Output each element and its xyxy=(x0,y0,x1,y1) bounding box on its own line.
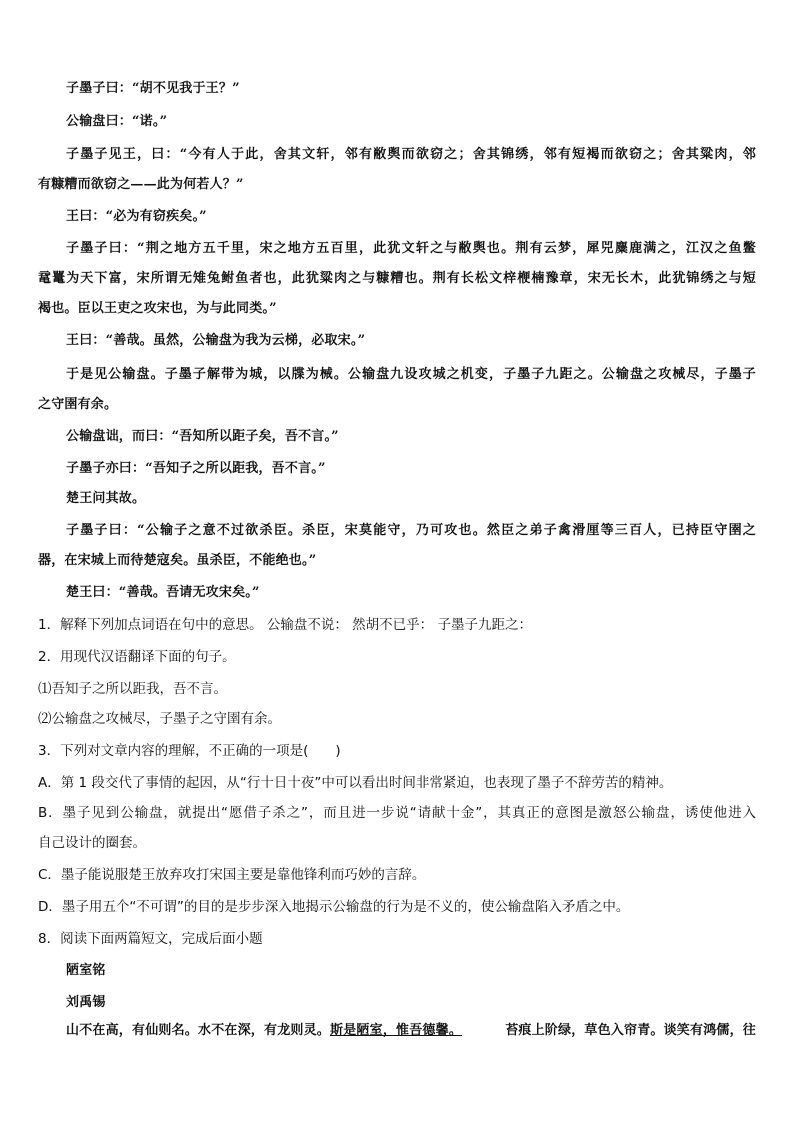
question-3-option-b-cont: 自己设计的圈套。 xyxy=(38,835,146,851)
passage-line: 鼋鼍为天下富，宋所谓无雉兔鲋鱼者也，此犹粱肉之与糠糟也。荆有长松文梓楩楠豫章，宋无长木，此犹锦绣之与短 xyxy=(38,271,756,286)
passage-line: 子墨子曰：“公输子之意不过欲杀臣。杀臣，宋莫能守，乃可攻也。然臣之弟子禽滑厘等三百人，已持臣守圉之 xyxy=(66,523,756,538)
passage-line: 公输盘曰：“诺。” xyxy=(66,114,168,129)
passage-line: 王曰：“善哉。虽然，公输盘为我为云梯，必取宋。” xyxy=(66,333,366,348)
question-2: 2．用现代汉语翻译下面的句子。 xyxy=(38,649,236,665)
underlined-phrase: 斯是陋室，惟吾德馨。 xyxy=(330,1023,463,1038)
passage-line: 褐也。臣以王吏之攻宋也，为与此同类。” xyxy=(38,301,277,316)
passage-line xyxy=(66,1022,756,1040)
passage-line: 子墨子亦曰：“吾知子之所以距我，吾不言。” xyxy=(66,461,326,476)
question-3: 3．下列对文章内容的理解，不正确的一项是( ) xyxy=(38,743,341,759)
question-3-option-c: C．墨子能说服楚王放弃攻打宋国主要是靠他锋利而巧妙的言辞。 xyxy=(38,867,426,883)
passage-line: 子墨子曰：“荆之地方五千里，宋之地方五百里，此犹文轩之与敝舆也。荆有云梦，犀兕麋鹿满之，江汉之鱼鳖 xyxy=(66,241,756,256)
question-2-item-2: ⑵公输盘之攻械尽，子墨子之守圉有余。 xyxy=(38,711,281,727)
passage-line: 楚王曰：“善哉。吾请无攻宋矣。” xyxy=(66,585,260,600)
passage-line: 有糠糟而欲窃之——此为何若人？” xyxy=(38,177,244,192)
passage-line: 王曰：“必为有窃疾矣。” xyxy=(66,209,207,224)
question-3-option-d: D．墨子用五个“不可谓”的目的是步步深入地揭示公输盘的行为是不义的，使公输盘陷入矛盾之中。 xyxy=(38,899,630,915)
question-1: 1．解释下列加点词语在句中的意思。 公输盘不说： 然胡不已乎： 子墨子九距之： xyxy=(38,617,532,633)
passage-line: 公输盘诎，而曰：“吾知所以距子矣，吾不言。” xyxy=(66,429,339,444)
question-3-option-b: B．墨子见到公输盘，就提出“愿借子杀之”，而且进一步说“请献十金”，其真正的意图是激怒公输盘，诱使他进入 xyxy=(38,805,756,821)
passage-line: 子墨子曰：“胡不见我于王？” xyxy=(66,81,240,96)
passage-author: 刘禹锡 xyxy=(66,995,106,1010)
question-3-option-a: A．第 1 段交代了事情的起因，从“行十日十夜”中可以看出时间非常紧迫，也表现了墨子不辞劳苦的精神。 xyxy=(38,775,673,791)
passage-text: 山不在高，有仙则名。水不在深，有龙则灵。 xyxy=(66,1023,331,1038)
passage-line: 于是见公输盘。子墨子解带为城，以牒为械。公输盘九设攻城之机变，子墨子九距之。公输盘之攻械尽，子墨子 xyxy=(66,367,756,382)
question-2-item-1: ⑴吾知子之所以距我，吾不言。 xyxy=(38,681,227,697)
passage-text: 苔痕上阶绿，草色入帘青。谈笑有鸿儒，往 xyxy=(505,1023,756,1038)
passage-line: 楚王问其故。 xyxy=(66,491,146,506)
passage-line: 器，在宋城上而待楚寇矣。虽杀臣，不能绝也。” xyxy=(38,553,317,568)
question-8: 8．阅读下面两篇短文，完成后面小题 xyxy=(38,931,263,947)
passage-title: 陋室铭 xyxy=(66,963,106,978)
passage-line: 之守圉有余。 xyxy=(38,397,118,412)
passage-line: 子墨子见王，曰：“今有人于此，舍其文轩，邻有敝舆而欲窃之；舍其锦绣，邻有短褐而欲窃之；舍其粱肉，邻 xyxy=(66,147,756,162)
